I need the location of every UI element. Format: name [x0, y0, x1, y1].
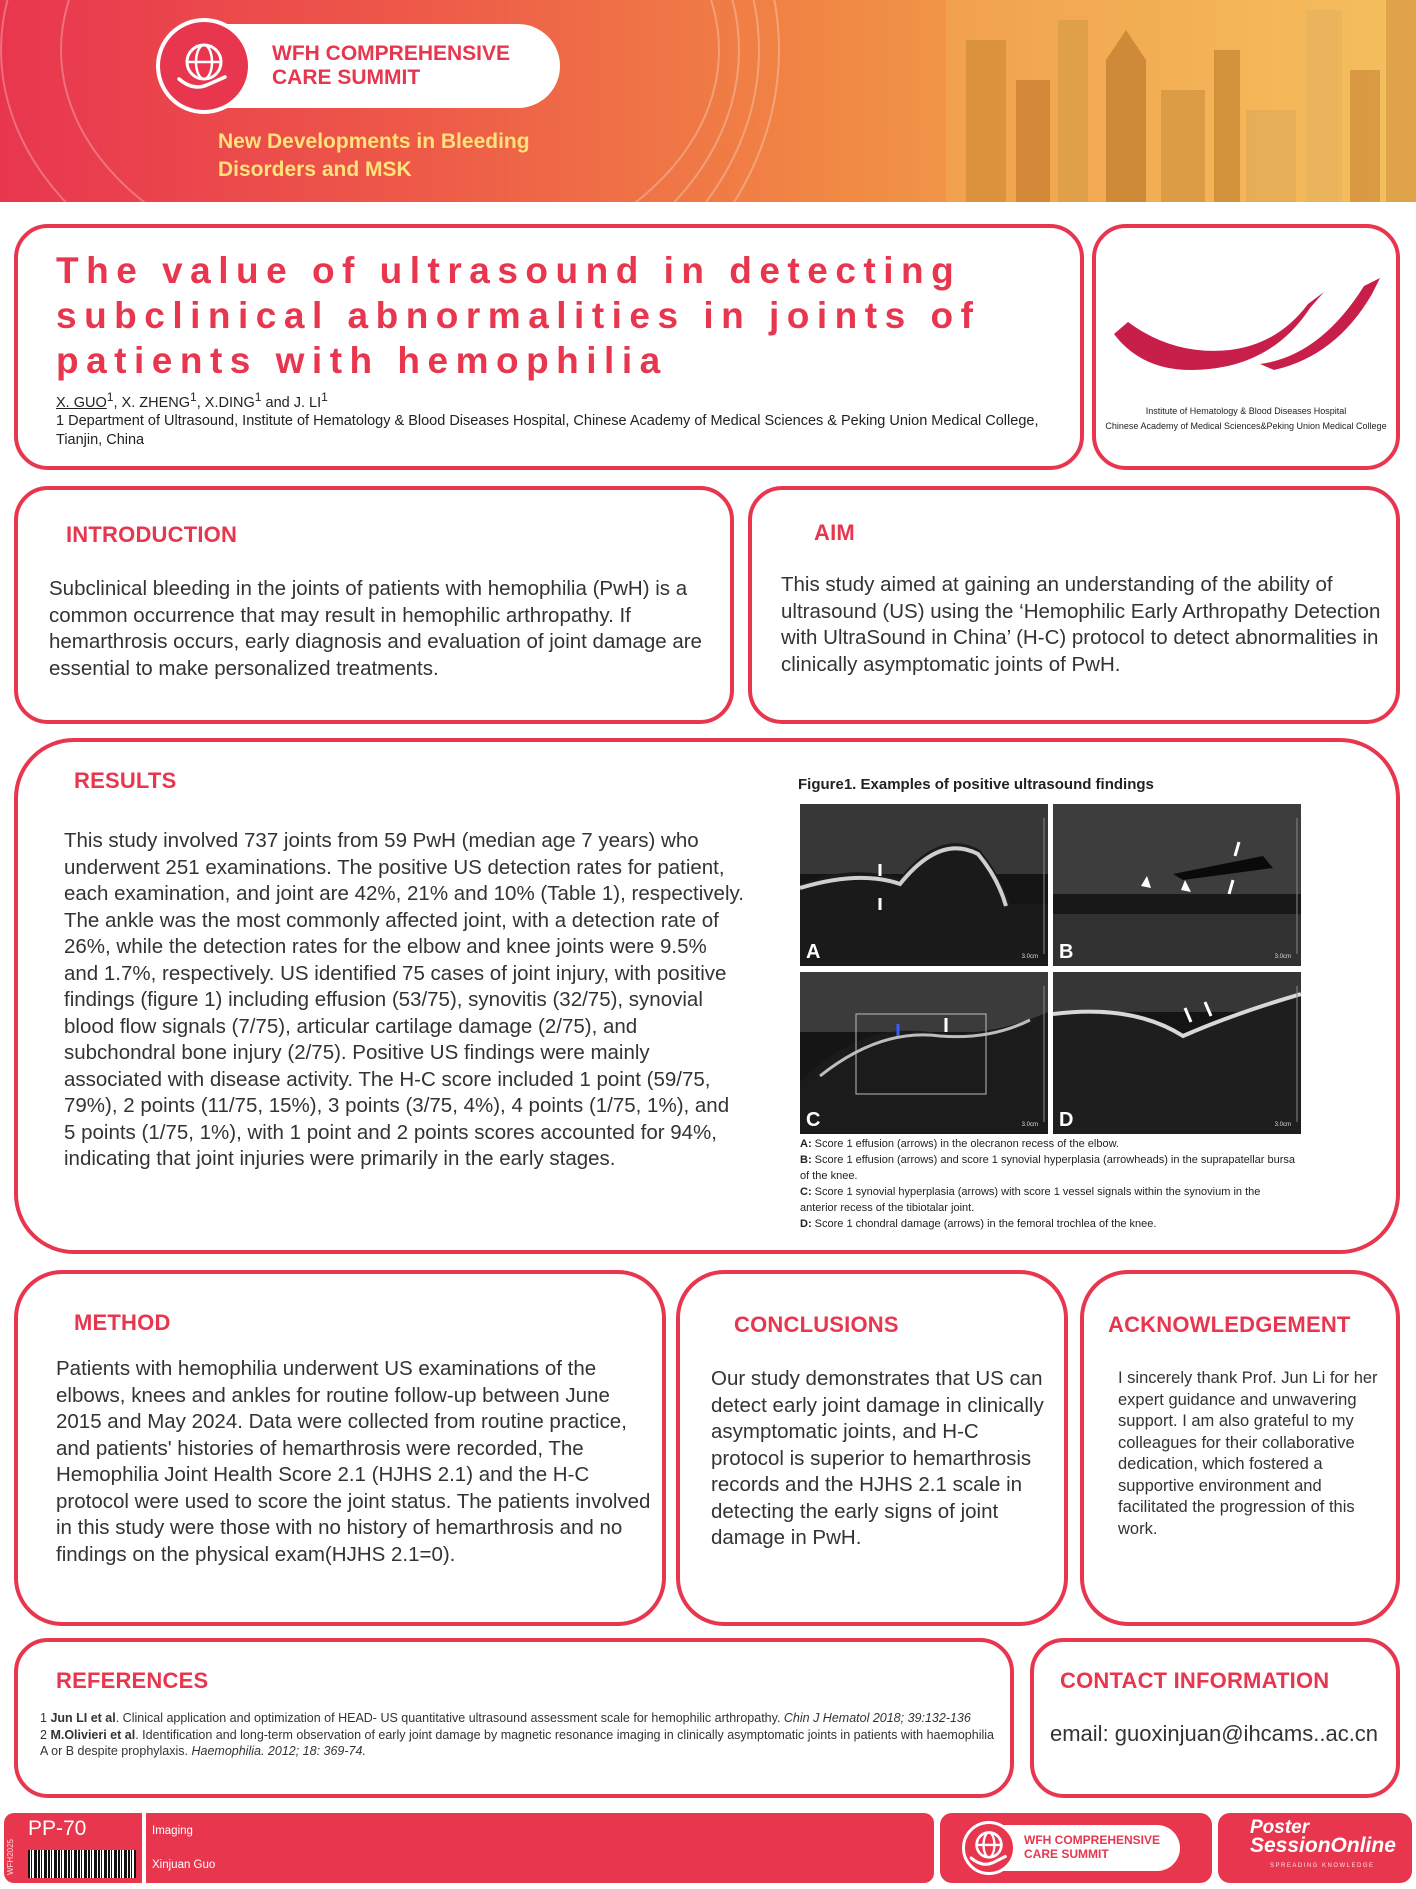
institution-line2: Chinese Academy of Medical Sciences&Peking Union Medical College: [1105, 421, 1387, 431]
caption-b-text: Score 1 effusion (arrows) and score 1 synovial hyperplasia (arrowheads) in the suprapatellar bursa of the knee.: [800, 1154, 1296, 1182]
introduction-text: Subclinical bleeding in the joints of patients with hemophilia (PwH) is a common occurrence that may result in hemophilic arthropathy. If hemarthrosis occurs, early diagnosis and evaluation of joint damage are essential to make personalized treatments.: [49, 577, 702, 680]
footer-logo-line1: WFH COMPREHENSIVE: [1024, 1833, 1161, 1847]
panel-label-c: C: [806, 1109, 821, 1131]
aim-heading: AIM: [814, 520, 855, 545]
side-label: WFH2025: [6, 1838, 15, 1875]
caption-d-label: D:: [800, 1218, 812, 1230]
contact-heading: CONTACT INFORMATION: [1060, 1668, 1330, 1693]
ultrasound-image-b: [1053, 804, 1301, 966]
reference-author: M.Olivieri et al: [50, 1727, 136, 1742]
presenter-name: Xinjuan Guo: [152, 1859, 216, 1871]
method-heading: METHOD: [74, 1310, 171, 1335]
scale-label: 3.0cm: [1274, 1122, 1291, 1128]
logo-line1: WFH COMPREHENSIVE: [272, 42, 511, 65]
pso-line1: Poster: [1250, 1817, 1310, 1838]
introduction-heading: INTRODUCTION: [66, 522, 238, 547]
acknowledgement-text: I sincerely thank Prof. Jun Li for her expert guidance and unwavering support. I am also grateful to my colleagues for their collaborative dedication, which fostered a supportive environment and facilitated the progression of this work.: [1118, 1369, 1378, 1538]
reference-number: 2: [40, 1727, 51, 1742]
header-banner: [0, 0, 1416, 202]
caption-a-label: A:: [800, 1138, 812, 1150]
caption-d-text: Score 1 chondral damage (arrows) in the femoral trochlea of the knee.: [811, 1218, 1157, 1230]
affiliation-marker: 1: [321, 390, 328, 404]
reference-journal: Haemophilia. 2012; 18: 369-74.: [191, 1744, 366, 1758]
reference-item: [40, 1710, 998, 1727]
barcode-icon: [28, 1850, 136, 1878]
footer-poster-session-online-logo: [1218, 1813, 1412, 1883]
session-info-bar: [146, 1813, 934, 1883]
aim-section: [748, 486, 1400, 724]
presenting-author: X. GUO: [56, 394, 107, 411]
footer-logo-line2: CARE SUMMIT: [1024, 1847, 1109, 1861]
caption-c-text: Score 1 synovial hyperplasia (arrows) with score 1 vessel signals within the synovium in the anterior recess of the tibiotalar joint.: [800, 1186, 1261, 1214]
logo-line2: CARE SUMMIT: [272, 66, 421, 89]
author-list: [56, 390, 328, 411]
contact-section: [1030, 1638, 1400, 1798]
tagline-line2: Disorders and MSK: [218, 158, 412, 181]
affiliation-marker: 1: [190, 390, 197, 404]
caption-c: [800, 1184, 1300, 1216]
panel-label-a: A: [806, 941, 821, 963]
scale-label: 3.0cm: [1021, 954, 1038, 960]
caption-c-label: C:: [800, 1186, 812, 1198]
wfh-logo: [160, 24, 560, 108]
logo-text: [272, 42, 510, 90]
footer-wfh-logo: [940, 1813, 1212, 1883]
affiliation-marker: 1: [106, 390, 114, 404]
panel-label-b: B: [1059, 941, 1074, 963]
footer-logo-text: [1024, 1833, 1160, 1861]
footer-logo-pill: [966, 1825, 1180, 1871]
acknowledgement-heading: ACKNOWLEDGEMENT: [1108, 1312, 1351, 1337]
aim-text: This study aimed at gaining an understanding of the ability of ultrasound (US) using the ‘Hemophilic Early Arthropathy Detection with UltraSound in China’ (H-C) protocol to detect abnormalities in clinically asymptomatic joints of PwH.: [781, 573, 1381, 676]
pso-line2: SessionOnline: [1250, 1834, 1396, 1857]
method-section: [14, 1270, 666, 1626]
tagline-line1: New Developments in Bleeding: [218, 130, 530, 153]
ultrasound-image-c: [800, 972, 1048, 1134]
institution-caption: [1096, 404, 1396, 434]
reference-text: . Clinical application and optimization of HEAD- US quantitative ultrasound assessment scale for hemophilic arthropathy.: [115, 1711, 784, 1725]
contact-email[interactable]: email: guoxinjuan@ihcams..ac.cn: [1050, 1721, 1379, 1746]
conclusions-section: [676, 1270, 1068, 1626]
institution-line1: Institute of Hematology & Blood Diseases Hospital: [1145, 406, 1347, 416]
method-text: Patients with hemophilia underwent US examinations of the elbows, knees and ankles for routine follow-up between June 2015 and May 2024. Data were collected from routine practice, and patients' histories of hemarthrosis were recorded, The Hemophilia Joint Health Score 2.1 (HJHS 2.1) and the H-C protocol were used to score the joint status. The patients involved in this study were those with no history of hemarthrosis and no findings on the physical exam(HJHS 2.1=0).: [56, 1357, 651, 1566]
results-heading: RESULTS: [74, 768, 177, 793]
author-name: and J. LI: [261, 394, 322, 411]
figure-caption: [800, 1136, 1300, 1232]
caption-a-text: Score 1 effusion (arrows) in the olecranon recess of the elbow.: [811, 1138, 1119, 1150]
affiliation-marker: 1: [254, 390, 262, 404]
conclusions-heading: CONCLUSIONS: [734, 1312, 899, 1337]
author-name: , X. ZHENG: [113, 394, 191, 411]
panel-label-d: D: [1059, 1109, 1074, 1131]
globe-hand-icon: [962, 1821, 1016, 1875]
reference-number: 1: [40, 1711, 51, 1725]
poster-id: PP-70: [28, 1817, 87, 1840]
institution-logo-box: [1092, 224, 1400, 470]
caption-b-label: B:: [800, 1154, 812, 1166]
acknowledgement-section: [1080, 1270, 1400, 1626]
caption-d: [800, 1216, 1300, 1232]
reference-list: [40, 1710, 998, 1760]
pso-subtitle: SPREADING KNOWLEDGE: [1270, 1863, 1375, 1869]
city-skyline-image: [946, 0, 1416, 202]
reference-author: Jun LI et al: [50, 1711, 116, 1725]
introduction-section: [14, 486, 734, 724]
caption-a: [800, 1136, 1300, 1152]
globe-hand-icon: [156, 18, 252, 114]
summit-tagline: [218, 128, 530, 184]
caption-b: [800, 1152, 1300, 1184]
poster-category: Imaging: [152, 1825, 193, 1837]
title-box: [14, 224, 1084, 470]
reference-item: [40, 1727, 998, 1760]
affiliation: 1 Department of Ultrasound, Institute of Hematology & Blood Diseases Hospital, Chinese Academy of Medical Sciences & Peking Union Medical College, Tianjin, China: [56, 413, 1039, 448]
reference-text: . Identification and long-term observation of early joint damage by magnetic resonance imaging in clinically asymptomatic joints in patients with haemophilia A or B despite prophylaxis.: [40, 1727, 994, 1758]
ultrasound-image-d: [1053, 972, 1301, 1134]
institution-logo-icon: [1110, 264, 1388, 384]
author-name: , X.DING: [196, 394, 255, 411]
scale-label: 3.0cm: [1021, 1122, 1038, 1128]
pso-logo-text: [1250, 1819, 1396, 1855]
reference-journal: Chin J Hematol 2018; 39:132-136: [783, 1711, 971, 1725]
results-text: This study involved 737 joints from 59 PwH (median age 7 years) who underwent 251 examinations. The positive US detection rates for patient, each examination, and joint are 42%, 21% and 10% (Table 1), respectively. The ankle was the most commonly affected joint, with a detection rate of 26%, while the detection rates for the elbow and knee joints were 9.5% and 1.7%, respectively. US identified 75 cases of joint injury, with positive findings (figure 1) including effusion (53/75), synovitis (32/75), synovial blood flow signals (7/75), articular cartilage damage (2/75), and subchondral bone injury (2/75). Positive US findings were mainly associated with disease activity. The H-C score included 1 point (59/75, 79%), 2 points (11/75, 15%), 3 points (3/75, 4%), 4 points (1/75, 1%), and 5 points (1/75, 1%), with 1 point and 2 points scores accounted for 94%, indicating that joint injuries were primarily in the early stages.: [64, 829, 744, 1170]
references-heading: REFERENCES: [56, 1668, 209, 1693]
figure-title: Figure1. Examples of positive ultrasound findings: [798, 776, 1154, 793]
conclusions-text: Our study demonstrates that US can detect early joint damage in clinically asymptomatic joints, and H-C protocol is superior to hemarthrosis records and the HJHS 2.1 scale in detecting the early signs of joint damage in PwH.: [711, 1367, 1044, 1549]
scale-label: 3.0cm: [1274, 954, 1291, 960]
ultrasound-image-a: [800, 804, 1048, 966]
poster-title: The value of ultrasound in detecting subclinical abnormalities in joints of patients with hemophilia: [56, 250, 981, 381]
